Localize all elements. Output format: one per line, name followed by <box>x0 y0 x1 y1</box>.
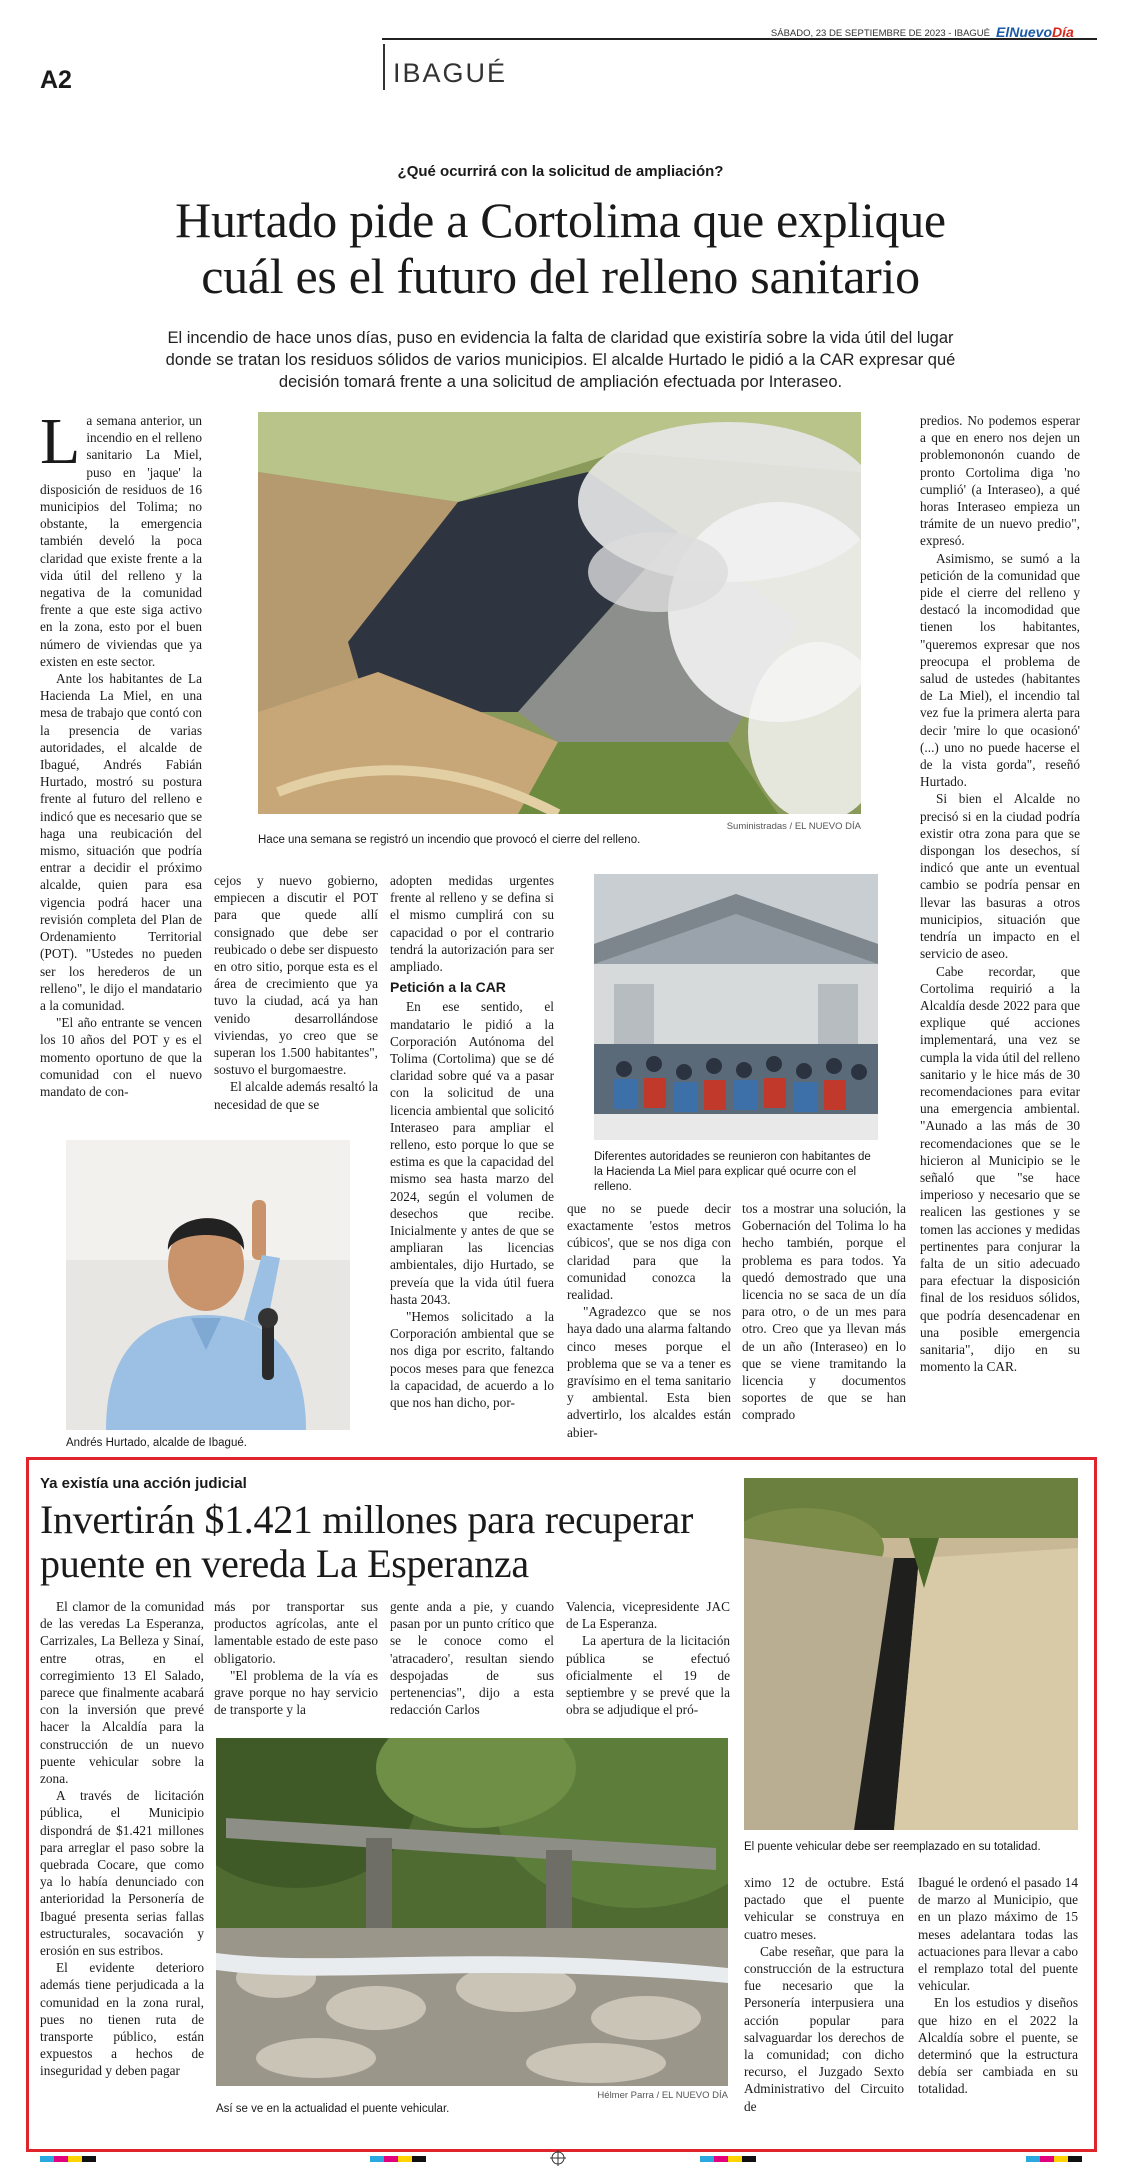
brand-el: El <box>996 24 1010 40</box>
main-col1-p1: a semana anterior, un incendio en el relleno sanitario La Miel, puso en 'jaque' la disposición de residuos de 16 municipios del Tolima; no obstante, la emergencia también develó la poca claridad que existe frente a la vida útil del relleno y la negativa de la comunidad frente a que este siga activo en la zona, esto por el buen número de viviendas que ya existen en este sector. <box>40 413 202 669</box>
box-column-3 <box>390 1598 554 1738</box>
main-lead-line3: decisión tomará frente a una solicitud de ampliación efectuada por Interaseo. <box>278 373 843 391</box>
main-subhead: Petición a la CAR <box>390 979 506 996</box>
bridge-illustration <box>216 1738 728 2086</box>
main-column-2 <box>214 872 378 1134</box>
section-title: IBAGUÉ <box>393 58 508 88</box>
main-column-3 <box>390 872 554 1440</box>
box-column-5 <box>744 1874 904 2138</box>
bridge-detail-illustration <box>744 1478 1078 1830</box>
bridge-photo-caption: Así se ve en la actualidad el puente vehicular. <box>216 2103 450 2115</box>
main-col1-p2: Ante los habitantes de La Hacienda La Miel, en una mesa de trabajo que contó con la presencia de varias autoridades, el alcalde de Ibagué, Andrés Fabián Hurtado, mostró su postura frente al futuro del relleno e indicó que es necesario que se haga una reubicación del mismo, situación que podría entrar a decidir el próximo alcalde, quien para esa vigencia podrá hacer una revisión completa del Plan de Ordenamiento Territorial (POT). "Ustedes no pueden ser los herederos de un relleno", le dijo el mandatario a la comunidad. <box>40 671 202 1013</box>
main-col5-p1: tos a mostrar una solución, la Gobernación del Tolima lo ha hecho también, porque el problema es para todos. Ya quedó demostrado que una licencia no se saca de un día para otro, o de un mes para otro. Creo que ya llevan más de un año (Interaseo) en lo que se viene tramitando la licencia y documentos soportes de que se han comprado <box>742 1201 906 1423</box>
main-column-1 <box>40 412 202 1120</box>
box-headline <box>40 1498 740 1586</box>
main-headline <box>0 192 1121 304</box>
date-line: SÁBADO, 23 DE SEPTIEMBRE DE 2023 - IBAGUÉ <box>770 28 990 39</box>
bridge-detail-caption: El puente vehicular debe ser reemplazado en su totalidad. <box>744 1841 1041 1853</box>
main-col3-p3: "Hemos solicitado a la Corporación ambiental que se nos diga por escrito, faltando pocos meses para que fenezca la capacidad, de acuerdo a lo que nos han dicho, por- <box>390 1309 554 1411</box>
box-col1-p3: El evidente deterioro además tiene perjudicada a la comunidad en la zona rural, pues no tienen ruta de transporte público, están expuestos a hechos de inseguridad y deben pagar <box>40 1960 204 2079</box>
box-column-2 <box>214 1598 378 1738</box>
meeting-illustration <box>594 874 878 1140</box>
main-column-6 <box>920 412 1080 1448</box>
box-headline-line2: puente en vereda La Esperanza <box>40 1541 529 1586</box>
box-col4-p2: La apertura de la licitación pública se efectuó oficialmente el 19 de septiembre y se prevé que la obra se adjudique el pró- <box>566 1633 730 1718</box>
box-col2-p2: "El problema de la vía es grave porque no hay servicio de transporte y la <box>214 1667 378 1718</box>
brand-dia: Día <box>1052 24 1074 40</box>
main-col6-p1: predios. No podemos esperar a que en enero nos dejen un problemononón cuando de pronto Cortolima diga 'no cumplió' (a Interaseo), a qué horas Interaseo empieza un trámite de un nuevo predio", expresó. <box>920 413 1080 549</box>
dropcap: L <box>40 412 81 478</box>
main-kicker: ¿Qué ocurrirá con la solicitud de ampliación? <box>397 163 724 180</box>
box-headline-line1: Invertirán $1.421 millones para recuperar <box>40 1497 693 1542</box>
main-lead-line1: El incendio de hace unos días, puso en evidencia la falta de claridad que existiría sobre la vida útil del lugar <box>167 329 954 347</box>
main-column-5 <box>742 1200 906 1440</box>
page-number: A2 <box>40 66 72 94</box>
box-col1-p2: A través de licitación pública, el Municipio dispondrá de $1.421 millones para arreglar el paso sobre la quebrada Cocare, que como ya lo había denunciado con anterioridad la Personería de Ibagué presenta serias fallas estructurales, socavación y erosión en sus estribos. <box>40 1788 204 1959</box>
main-col1-p3: "El año entrante se vencen los 10 años del POT y es el momento oportuno de que la comunidad con el nuevo mandato de con- <box>40 1015 202 1099</box>
brand-nuevo: Nuevo <box>1009 24 1053 40</box>
box-col3-p1: gente anda a pie, y cuando pasan por un punto crítico que se le conoce como el 'atracadero', resultan siendo despojadas de sus pertenencias", dijo a esta redacción Carlos <box>390 1599 554 1718</box>
community-meeting-photo <box>594 874 878 1140</box>
landfill-photo-caption: Hace una semana se registró un incendio que provocó el cierre del relleno. <box>258 834 641 846</box>
mayor-photo-caption: Andrés Hurtado, alcalde de Ibagué. <box>66 1437 247 1449</box>
main-lead <box>0 327 1121 393</box>
box-col1-p1: El clamor de la comunidad de las veredas La Esperanza, Carrizales, La Belleza y Sinaí, entre otras, en el corregimiento 13 El Salado, parece que finalmente acabará con la inversión que prevé hacer la Alcaldía para la construcción de un nuevo puente vehicular sobre la zona. <box>40 1599 204 1787</box>
landfill-photo-credit: Suministradas / EL NUEVO DÍA <box>726 821 861 832</box>
box-column-4 <box>566 1598 730 1738</box>
main-col3-p2: En ese sentido, el mandatario le pidió a la Corporación Autónoma del Tolima (Cortolima) que se dé claridad sobre qué va a pasar con la solicitud de una licencia ambiental que solicitó Interaseo para ampliar el relleno, esto porque lo que se estima es que la capacidad del mismo sea hasta marzo del 2024, según el volumen de desechos que recibe. Inicialmente y antes de que se ampliaran las licencias ambientales, dijo Hurtado, se preveía que la vida útil fuera hasta 2043. <box>390 999 554 1307</box>
main-col3-p1: adopten medidas urgentes frente al relleno y se defina si el mismo cumplirá con su capacidad o por el contrario tendrá la autorización para ser ampliado. <box>390 873 554 975</box>
box-col6-p2: En los estudios y diseños que hizo en el 2022 la Alcaldía sobre el puente, se determinó que la estructura debía ser cambiada en su totalidad. <box>918 1995 1078 2097</box>
main-lead-line2: donde se tratan los residuos sólidos de varios municipios. El alcalde Hurtado le pidió a la CAR expresar qué <box>165 351 956 369</box>
landfill-fire-photo <box>258 412 861 814</box>
box-col5-p1: ximo 12 de octubre. Está pactado que el puente vehicular se construya en cuatro meses. <box>744 1875 904 1942</box>
main-headline-line2: cuál es el futuro del relleno sanitario <box>201 248 920 304</box>
box-col6-p1: Ibagué le ordenó el pasado 14 de marzo al Municipio, que en un plazo máximo de 15 meses adelantara todas las actuaciones para llevar a cabo el remplazo total del puente vehicular. <box>918 1875 1078 1994</box>
box-col4-p1: Valencia, vicepresidente JAC de La Esperanza. <box>566 1599 730 1632</box>
box-column-6 <box>918 1874 1078 2138</box>
bridge-photo-credit: Hélmer Parra / EL NUEVO DÍA <box>597 2090 728 2101</box>
main-col6-p3: Si bien el Alcalde no precisó si en la ciudad podría existir otra zona para que se dispongan los desechos, sí indicó que ante un eventual cambio se podría pensar en llevar las basuras a otros municipios, situación que tendría un impacto en el servicio de aseo. <box>920 791 1080 962</box>
main-col2-p1: cejos y nuevo gobierno, empiecen a discutir el POT para que quede allí consignado que debe ser reubicado o debe ser dispuesto en otro sitio, porque esta es el área de crecimiento que ya tuvo la ciudad, acá ya han venido desarrollándose viviendas, yo creo que se superan los 1.500 habitantes", sostuvo el burgomaestre. <box>214 873 378 1078</box>
main-col6-p2: Asimismo, se sumó a la petición de la comunidad que pide el cierre del relleno y destacó la incomodidad que tienen los habitantes, "queremos expresar que nos preocupa el problema de salud de ustedes (habitantes de La Miel), el incendio tal vez fue la primera alerta para decir 'mire lo que ocasionó' (...) uno no puede hacerse el de la vista gorda", reseñó Hurtado. <box>920 550 1080 790</box>
bridge-photo <box>216 1738 728 2086</box>
main-col2-p2: El alcalde además resaltó la necesidad de que se <box>214 1079 378 1112</box>
box-col2-p1: más por transportar sus productos agrícolas, ante el lamentable estado de este paso obligatorio. <box>214 1599 378 1666</box>
section-divider <box>383 44 385 90</box>
meeting-photo-caption: Diferentes autoridades se reunieron con habitantes de la Hacienda La Miel para explicar qué ocurre con el relleno. <box>594 1151 871 1193</box>
main-col4-p2: "Agradezco que se nos haya dado una alarma faltando cinco meses porque el problema que se va a tener es gravísimo en el tema sanitario y ambiental. Esta bien advertirlo, los alcaldes están abier- <box>567 1304 731 1440</box>
brand-logo <box>996 24 1074 40</box>
main-col6-p4: Cabe recordar, que Cortolima requirió a la Alcaldía desde 2022 para que explique qué acciones implementará, una vez se cumpla la vida útil del relleno sanitario y le hice más de 30 recomendaciones para evitar una emergencia ambiental. "Aunado a las más de 30 recomendaciones que se le hicieron al Municipio se le señaló que "se hace imperioso y necesario que se realicen las gestiones y se tomen las acciones y medidas pertinentes para conjurar la falta de un sitio adecuado para efectuar la disposición final de los residuos sólidos, que podría desencadenar en una posible emergencia sanitaria", dijo en su momento la CAR. <box>920 963 1080 1375</box>
box-kicker: Ya existía una acción judicial <box>40 1475 247 1492</box>
compass-rose-icon <box>550 2150 566 2166</box>
main-column-4 <box>567 1200 731 1440</box>
box-column-1 <box>40 1598 204 2138</box>
main-headline-line1: Hurtado pide a Cortolima que explique <box>175 192 946 248</box>
mayor-portrait-photo <box>66 1140 350 1430</box>
landfill-fire-illustration <box>258 412 861 814</box>
bridge-detail-photo <box>744 1478 1078 1830</box>
main-col4-p1: que no se puede decir exactamente 'estos metros cúbicos', que se nos diga con claridad para que la comunidad conozca la realidad. <box>567 1201 731 1303</box>
mayor-illustration <box>66 1140 350 1430</box>
masthead <box>0 0 1121 100</box>
box-col5-p2: Cabe reseñar, que para la construcción de la estructura fue necesario que la Personería interpusiera una acción popular para salvaguardar los derechos de la comunidad; con dicho recurso, el Juzgado Sexto Administrativo del Circuito de <box>744 1943 904 2114</box>
